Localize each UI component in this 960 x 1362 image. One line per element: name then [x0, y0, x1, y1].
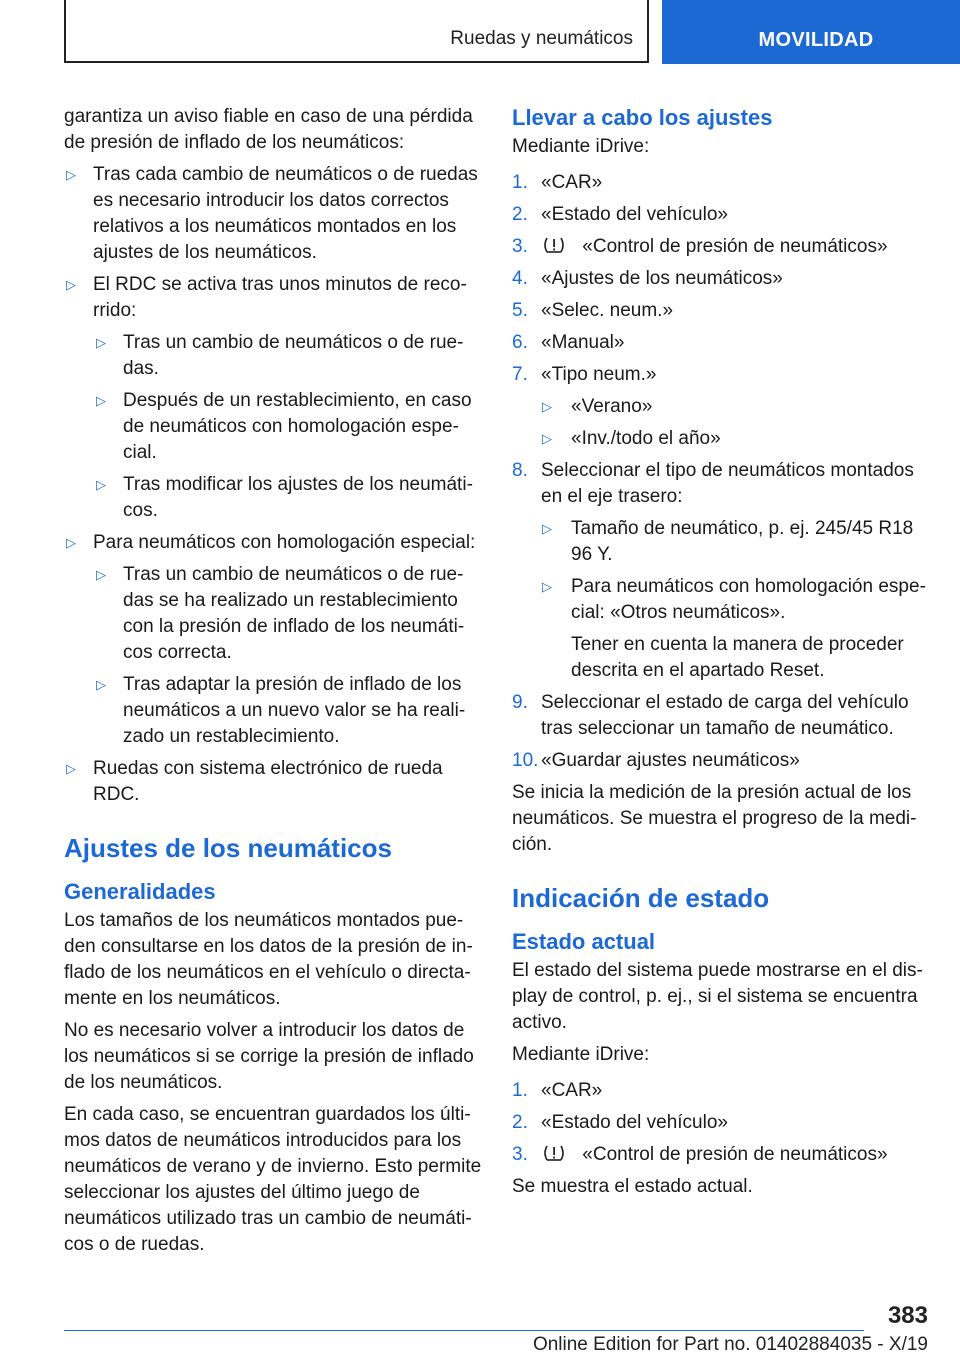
triangle-right-icon: ▷	[66, 277, 76, 292]
triangle-right-icon: ▷	[96, 393, 106, 408]
step-item: 1. «CAR»	[512, 1080, 603, 1101]
heading-tire-settings: Ajustes de los neumáticos	[64, 833, 392, 863]
list-item: ▷ Tras adaptar la presión de inflado de los neumáticos a un nuevo valor se ha realizado un restablecimiento.	[96, 674, 466, 747]
step-item: 7. «Tipo neum.»	[512, 364, 657, 385]
step-item: 3. «Control de presión de neumáticos»	[512, 1144, 888, 1165]
heading-current-status: Estado actual	[512, 929, 656, 954]
triangle-right-icon: ▷	[66, 167, 76, 182]
list-item: ▷ Tras cada cambio de neumáticos o de ruedas es necesario introducir los datos correctos relativos a los neumáticos montados en los ajustes de los neumáticos.	[66, 164, 478, 263]
step-item: 9. Seleccionar el estado de carga del vehículo tras seleccionar un tamaño de neumático.	[512, 692, 909, 739]
list-item: ▷ Tras modificar los ajustes de los neumáticos.	[96, 474, 473, 521]
tire-pressure-icon	[541, 1144, 567, 1162]
step-item: 2. «Estado del vehículo»	[512, 204, 728, 225]
paragraph: El estado del sistema puede mostrarse en el display de control, p. ej., si el sistema se encuentra activo.	[512, 960, 923, 1033]
step-note: Tener en cuenta la manera de proceder descrita en el apartado Reset.	[571, 634, 904, 681]
triangle-right-icon: ▷	[96, 677, 106, 692]
triangle-right-icon: ▷	[542, 399, 552, 414]
step-item: 3. «Control de presión de neumáticos»	[512, 236, 888, 257]
triangle-right-icon: ▷	[96, 477, 106, 492]
triangle-right-icon: ▷	[96, 335, 106, 350]
triangle-right-icon: ▷	[542, 431, 552, 446]
step-item: 5. «Selec. neum.»	[512, 300, 674, 321]
heading-perform-settings: Llevar a cabo los ajustes	[512, 105, 773, 130]
paragraph: Se muestra el estado actual.	[512, 1176, 753, 1197]
list-item: ▷ Tras un cambio de neumáticos o de ruedas se ha realizado un restablecimiento con la presión de inflado de los neumáticos correcta.	[96, 564, 465, 663]
step-item: 2. «Estado del vehículo»	[512, 1112, 728, 1133]
right-column	[512, 104, 927, 1206]
section-title: Ruedas y neumáticos	[450, 28, 633, 49]
via-idrive: Mediante iDrive:	[512, 1044, 650, 1065]
list-item: ▷ Para neumáticos con homologación especial: «Otros neumáticos».	[542, 576, 926, 623]
paragraph: No es necesario volver a introducir los datos de los neumáticos si se corrige la presión de inflado de los neumáticos.	[64, 1020, 474, 1093]
triangle-right-icon: ▷	[542, 579, 552, 594]
paragraph: Se inicia la medición de la presión actual de los neumáticos. Se muestra el progreso de la medición.	[512, 782, 917, 855]
triangle-right-icon: ▷	[542, 521, 552, 536]
list-item: ▷ El RDC se activa tras unos minutos de recorrido:	[66, 274, 467, 321]
step-item: 8. Seleccionar el tipo de neumáticos montados en el eje trasero:	[512, 460, 914, 507]
list-item: ▷ Tras un cambio de neumáticos o de ruedas.	[96, 332, 464, 379]
triangle-right-icon: ▷	[96, 567, 106, 582]
triangle-right-icon: ▷	[66, 535, 76, 550]
via-idrive: Mediante iDrive:	[512, 136, 650, 157]
chapter-tab	[662, 0, 960, 64]
tire-pressure-icon	[541, 236, 567, 254]
heading-general: Generalidades	[64, 879, 216, 904]
heading-status-display: Indicación de estado	[512, 883, 770, 913]
footer-edition: Online Edition for Part no. 01402884035 - X/19	[532, 1334, 928, 1355]
intro-text: garantiza un aviso fiable en caso de una pérdida de presión de inflado de los neumáticos:	[64, 106, 473, 153]
triangle-right-icon: ▷	[66, 761, 76, 776]
footer-divider	[64, 1330, 864, 1331]
step-item: 10. «Guardar ajustes neumáticos»	[512, 750, 800, 771]
list-item: ▷ «Verano»	[512, 394, 927, 420]
left-column	[64, 104, 482, 1264]
step-item: 1. «CAR»	[512, 172, 603, 193]
list-item: ▷ Después de un restablecimiento, en caso de neumáticos con homologación especial.	[96, 390, 472, 463]
step-item: 4. «Ajustes de los neumáticos»	[512, 268, 783, 289]
paragraph: Los tamaños de los neumáticos montados pueden consultarse en los datos de la presión de inflado de los neumáticos en el vehículo o directamente en los neumáticos.	[64, 910, 473, 1009]
list-item: ▷ Para neumáticos con homologación especial:	[64, 530, 482, 556]
list-item: ▷ Tamaño de neumático, p. ej. 245/45 R18 96 Y.	[542, 518, 914, 565]
step-item: 6. «Manual»	[512, 332, 625, 353]
chapter-title: MOVILIDAD	[758, 29, 874, 51]
page-number: 383	[887, 1302, 928, 1329]
list-item: ▷ «Inv./todo el año»	[512, 426, 927, 452]
paragraph: En cada caso, se encuentran guardados los últimos datos de neumáticos introducidos para los neumáticos de verano y de invierno. Esto permite seleccionar los ajustes del último juego de neumáticos utilizado tras un cambio de neumáticos o de ruedas.	[64, 1104, 482, 1255]
list-item: ▷ Ruedas con sistema electrónico de rueda RDC.	[66, 758, 443, 805]
header-section-box	[64, 0, 649, 63]
